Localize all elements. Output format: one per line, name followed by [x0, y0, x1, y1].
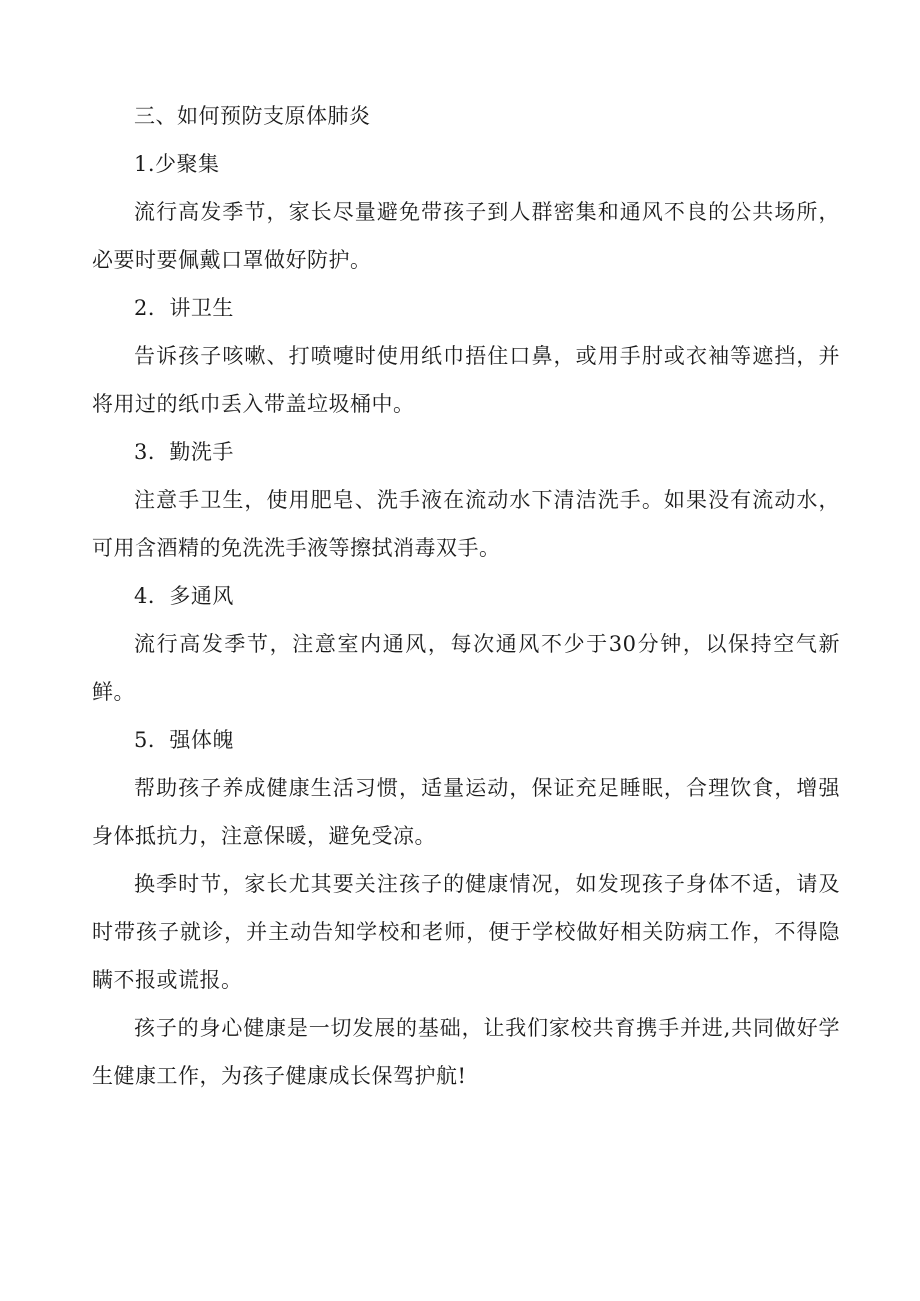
- item-body: 注意手卫生，使用肥皂、洗手液在流动水下清洁洗手。如果没有流动水，可用含酒精的免洗洗手液等擦拭消毒双手。: [92, 488, 840, 560]
- item-heading: 5．强体魄: [134, 728, 234, 752]
- item-body: 流行高发季节，注意室内通风，每次通风不少于30分钟，以保持空气新鲜。: [92, 632, 840, 704]
- item-body: 流行高发季节，家长尽量避免带孩子到人群密集和通风不良的公共场所，必要时要佩戴口罩做好防护。: [92, 200, 840, 272]
- closing-paragraph: 换季时节，家长尤其要关注孩子的健康情况，如发现孩子身体不适，请及时带孩子就诊，并主动告知学校和老师，便于学校做好相关防病工作，不得隐瞒不报或谎报。: [92, 872, 840, 992]
- item-heading: 4．多通风: [134, 584, 234, 608]
- item-heading: 3．勤洗手: [134, 440, 234, 464]
- item-body: 告诉孩子咳嗽、打喷嚏时使用纸巾捂住口鼻，或用手肘或衣袖等遮挡，并将用过的纸巾丢入带盖垃圾桶中。: [92, 344, 840, 416]
- closing-paragraph: 孩子的身心健康是一切发展的基础，让我们家校共育携手并进,共同做好学生健康工作，为孩子健康成长保驾护航!: [92, 1016, 840, 1088]
- item-heading: 2．讲卫生: [134, 296, 234, 320]
- section-heading: 三、如何预防支原体肺炎: [134, 104, 371, 128]
- item-heading: 1.少聚集: [134, 152, 220, 176]
- item-body: 帮助孩子养成健康生活习惯，适量运动，保证充足睡眠，合理饮食，增强身体抵抗力，注意保暖，避免受凉。: [92, 776, 840, 848]
- document-body: [92, 92, 840, 1100]
